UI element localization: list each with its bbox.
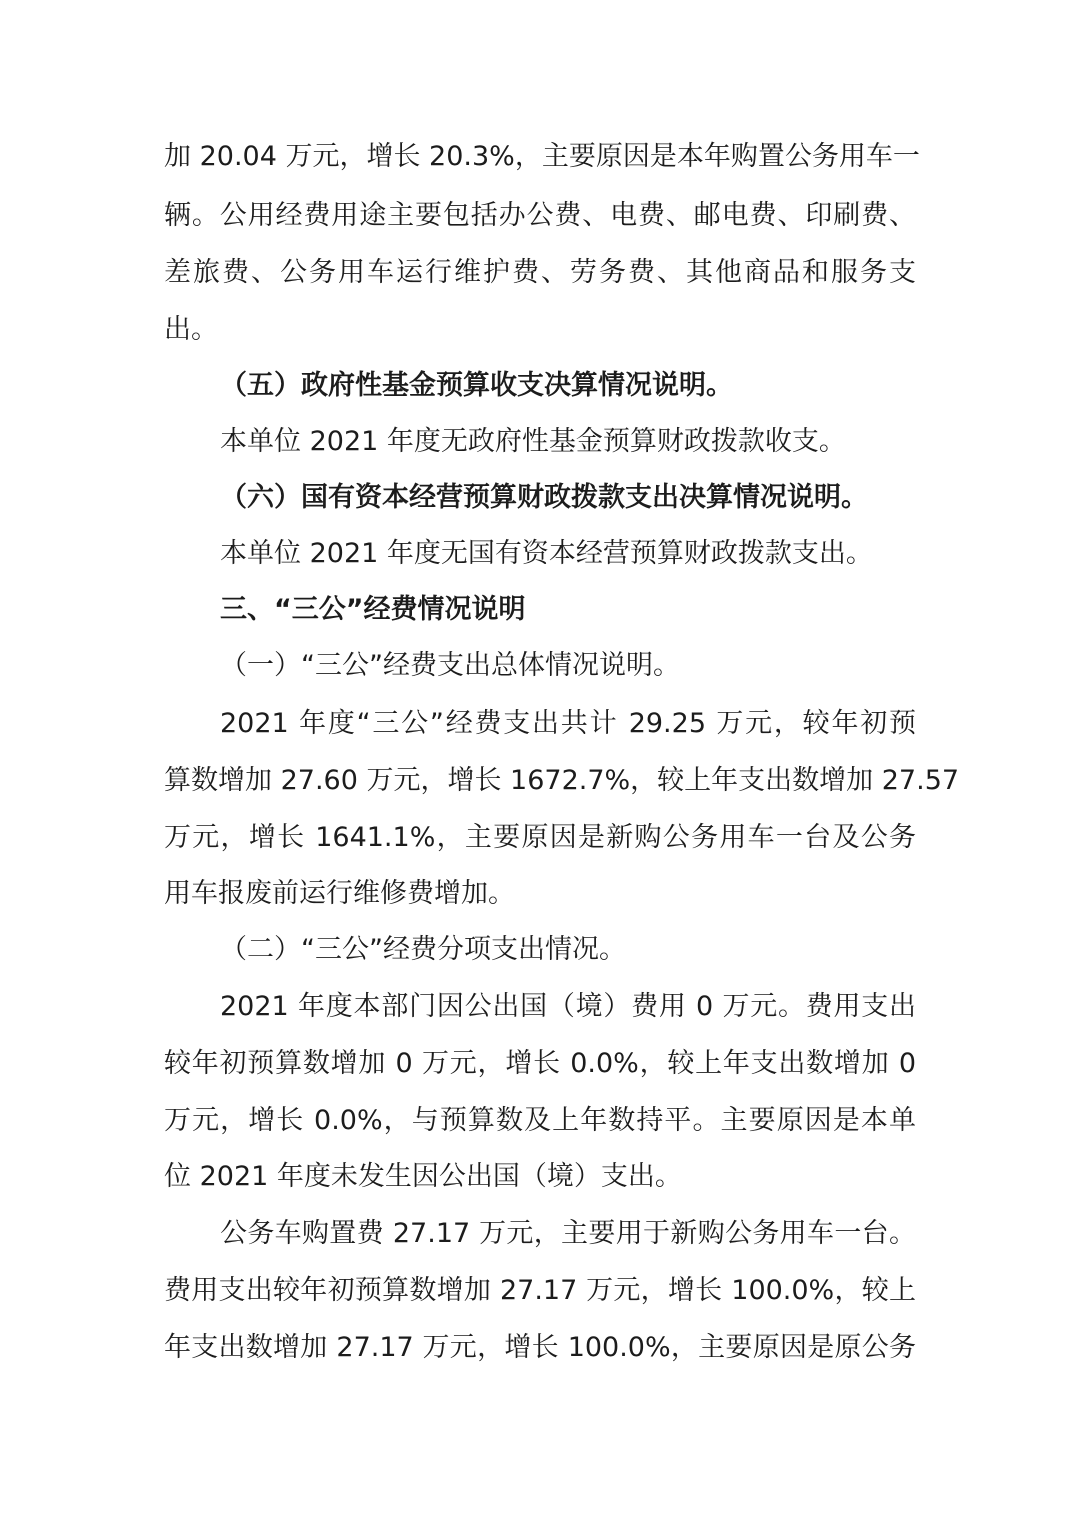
body-text-line: 本单位 2021 年度无国有资本经营预算财政拨款支出。 xyxy=(220,538,873,569)
body-text-line: 万元，增长 0.0%，与预算数及上年数持平。主要原因是本单 xyxy=(164,1105,916,1136)
body-text-line: 出。 xyxy=(164,314,218,345)
body-text-line: 费用支出较年初预算数增加 27.17 万元，增长 100.0%，较上 xyxy=(164,1275,916,1306)
body-text-line: 2021 年度本部门因公出国（境）费用 0 万元。费用支出 xyxy=(220,991,916,1022)
body-text-line: 较年初预算数增加 0 万元，增长 0.0%，较上年支出数增加 0 xyxy=(164,1048,916,1079)
body-text-line: 公务车购置费 27.17 万元，主要用于新购公务用车一台。 xyxy=(220,1218,916,1249)
chapter-heading-3: 三、“三公”经费情况说明 xyxy=(220,594,526,625)
body-text-line: 年支出数增加 27.17 万元，增长 100.0%，主要原因是原公务 xyxy=(164,1332,916,1363)
section-heading-5: （五）政府性基金预算收支决算情况说明。 xyxy=(220,370,733,401)
body-text-line: 万元，增长 1641.1%，主要原因是新购公务用车一台及公务 xyxy=(164,822,916,853)
subsection-heading-2: （二）“三公”经费分项支出情况。 xyxy=(220,934,626,965)
body-text-line: 差旅费、公务用车运行维护费、劳务费、其他商品和服务支 xyxy=(164,257,916,288)
body-text-line: 算数增加 27.60 万元，增长 1672.7%，较上年支出数增加 27.57 xyxy=(164,765,960,796)
body-text-line: 辆。公用经费用途主要包括办公费、电费、邮电费、印刷费、 xyxy=(164,200,916,231)
subsection-heading-1: （一）“三公”经费支出总体情况说明。 xyxy=(220,650,680,681)
body-text-line: 本单位 2021 年度无政府性基金预算财政拨款收支。 xyxy=(220,426,846,457)
body-text-line: 用车报废前运行维修费增加。 xyxy=(164,878,515,909)
body-text-line: 位 2021 年度未发生因公出国（境）支出。 xyxy=(164,1161,682,1192)
section-heading-6: （六）国有资本经营预算财政拨款支出决算情况说明。 xyxy=(220,482,868,513)
body-text-line: 2021 年度“三公”经费支出共计 29.25 万元，较年初预 xyxy=(220,708,916,739)
body-text-line: 加 20.04 万元，增长 20.3%，主要原因是本年购置公务用车一 xyxy=(164,141,920,172)
